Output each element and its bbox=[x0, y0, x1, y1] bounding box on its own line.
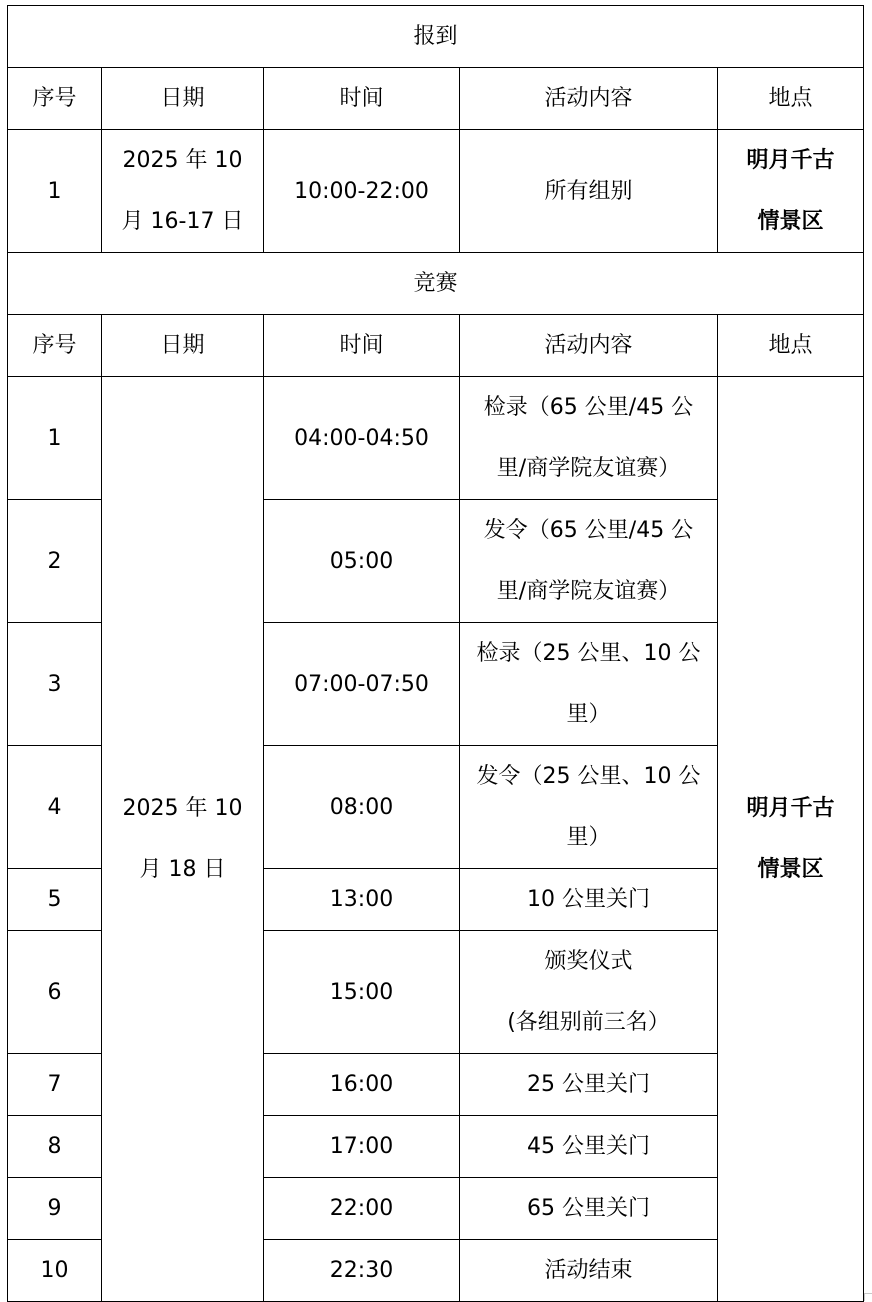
place-line-1: 明月千古 bbox=[746, 796, 835, 821]
header-content: 活动内容 bbox=[460, 315, 718, 377]
content-line-1: 检录（25 公里、10 公 bbox=[476, 641, 701, 666]
registration-header-row bbox=[8, 68, 864, 130]
registration-title-row bbox=[8, 6, 864, 68]
header-date: 日期 bbox=[102, 315, 264, 377]
row-content: 45 公里关门 bbox=[460, 1116, 718, 1178]
row-no: 1 bbox=[8, 130, 102, 253]
row-time: 16:00 bbox=[264, 1054, 460, 1116]
competition-section-title: 竞赛 bbox=[8, 253, 864, 315]
competition-date bbox=[102, 377, 264, 1302]
content-line-1: 颁奖仪式 bbox=[544, 949, 633, 974]
row-no: 10 bbox=[8, 1240, 102, 1302]
row-content: 65 公里关门 bbox=[460, 1178, 718, 1240]
content-line-1: 检录（65 公里/45 公 bbox=[483, 395, 694, 420]
row-content: 活动结束 bbox=[460, 1240, 718, 1302]
competition-place bbox=[718, 377, 864, 1302]
row-content bbox=[460, 746, 718, 869]
header-date: 日期 bbox=[102, 68, 264, 130]
content-line-2: 里） bbox=[566, 825, 611, 850]
table-row bbox=[8, 130, 864, 253]
content-line-2: 里） bbox=[566, 702, 611, 727]
header-time: 时间 bbox=[264, 68, 460, 130]
content-line-1: 发令（65 公里/45 公 bbox=[483, 518, 694, 543]
content-line-2: (各组别前三名） bbox=[507, 1010, 670, 1035]
row-content bbox=[460, 931, 718, 1054]
row-no: 1 bbox=[8, 377, 102, 500]
content-line-2: 里/商学院友谊赛） bbox=[496, 456, 681, 481]
header-place: 地点 bbox=[718, 68, 864, 130]
schedule-table bbox=[7, 5, 864, 1302]
date-line-1: 2025 年 10 bbox=[122, 148, 243, 173]
competition-header-row bbox=[8, 315, 864, 377]
row-no: 3 bbox=[8, 623, 102, 746]
row-no: 7 bbox=[8, 1054, 102, 1116]
row-date bbox=[102, 130, 264, 253]
header-no: 序号 bbox=[8, 315, 102, 377]
row-no: 9 bbox=[8, 1178, 102, 1240]
header-content: 活动内容 bbox=[460, 68, 718, 130]
row-no: 5 bbox=[8, 869, 102, 931]
place-line-1: 明月千古 bbox=[746, 148, 835, 173]
row-content bbox=[460, 377, 718, 500]
place-line-2: 情景区 bbox=[757, 209, 824, 234]
row-time: 15:00 bbox=[264, 931, 460, 1054]
row-no: 6 bbox=[8, 931, 102, 1054]
page-corner-mark bbox=[864, 1293, 872, 1301]
row-time: 04:00-04:50 bbox=[264, 377, 460, 500]
content-line-2: 里/商学院友谊赛） bbox=[496, 579, 681, 604]
date-line-2: 月 16-17 日 bbox=[121, 209, 244, 234]
row-content: 25 公里关门 bbox=[460, 1054, 718, 1116]
row-time: 08:00 bbox=[264, 746, 460, 869]
row-time: 07:00-07:50 bbox=[264, 623, 460, 746]
row-content bbox=[460, 623, 718, 746]
place-line-2: 情景区 bbox=[757, 857, 824, 882]
registration-section-title: 报到 bbox=[8, 6, 864, 68]
header-time: 时间 bbox=[264, 315, 460, 377]
row-content: 10 公里关门 bbox=[460, 869, 718, 931]
row-no: 2 bbox=[8, 500, 102, 623]
row-time: 22:00 bbox=[264, 1178, 460, 1240]
row-time: 13:00 bbox=[264, 869, 460, 931]
row-content: 所有组别 bbox=[460, 130, 718, 253]
date-line-1: 2025 年 10 bbox=[122, 796, 243, 821]
content-line-1: 发令（25 公里、10 公 bbox=[476, 764, 701, 789]
row-place bbox=[718, 130, 864, 253]
row-time: 22:30 bbox=[264, 1240, 460, 1302]
competition-title-row bbox=[8, 253, 864, 315]
header-place: 地点 bbox=[718, 315, 864, 377]
date-line-2: 月 18 日 bbox=[139, 857, 226, 882]
header-no: 序号 bbox=[8, 68, 102, 130]
row-time: 17:00 bbox=[264, 1116, 460, 1178]
table-row bbox=[8, 377, 864, 500]
row-no: 4 bbox=[8, 746, 102, 869]
row-time: 10:00-22:00 bbox=[264, 130, 460, 253]
row-no: 8 bbox=[8, 1116, 102, 1178]
row-time: 05:00 bbox=[264, 500, 460, 623]
row-content bbox=[460, 500, 718, 623]
